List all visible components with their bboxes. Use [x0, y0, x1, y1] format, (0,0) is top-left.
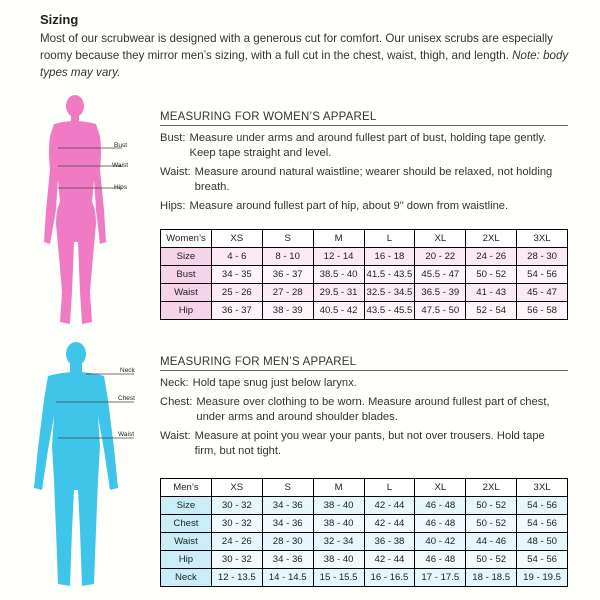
table-cell: 36 - 38 — [364, 533, 415, 551]
table-row — [161, 569, 568, 587]
table-header-cell: S — [262, 479, 313, 497]
table-cell: 34 - 35 — [211, 266, 262, 284]
table-cell: 36 - 37 — [211, 302, 262, 320]
table-header-row — [161, 230, 568, 248]
table-cell: 43.5 - 45.5 — [364, 302, 415, 320]
table-header-cell: XL — [415, 230, 466, 248]
men-size-table — [160, 478, 568, 587]
table-header-cell: XS — [211, 230, 262, 248]
table-cell: 38.5 - 40 — [313, 266, 364, 284]
table-header-cell: M — [313, 230, 364, 248]
table-cell: 19 - 19.5 — [517, 569, 568, 587]
table-cell: 38 - 40 — [313, 515, 364, 533]
table-cell: 16 - 18 — [364, 248, 415, 266]
table-header-cell: L — [364, 479, 415, 497]
row-label: Bust — [161, 266, 212, 284]
table-header-cell: 3XL — [517, 230, 568, 248]
definition-bust: Bust: Measure under arms and around fullest part of bust, holding tape gently. Keep tape straight and level. — [160, 132, 547, 159]
table-cell: 30 - 32 — [211, 515, 262, 533]
table-cell: 38 - 40 — [313, 497, 364, 515]
table-header-cell: Women’s — [161, 230, 212, 248]
table-header-cell: L — [364, 230, 415, 248]
table-cell: 44 - 46 — [466, 533, 517, 551]
men-figure — [34, 340, 140, 592]
table-cell: 32 - 34 — [313, 533, 364, 551]
definition-chest: Chest: Measure over clothing to be worn. Measure around fullest part of chest, under arms and around shoulder blades. — [160, 396, 550, 423]
table-cell: 30 - 32 — [211, 551, 262, 569]
table-cell: 24 - 26 — [466, 248, 517, 266]
definition-waist: Waist: Measure at point you wear your pants, but not over trousers. Hold tape firm, but not tight. — [160, 430, 545, 457]
intro-note: Note: body types may vary. — [40, 49, 569, 79]
table-cell: 18 - 18.5 — [466, 569, 517, 587]
man-silhouette-icon — [34, 340, 140, 592]
table-cell: 38 - 40 — [313, 551, 364, 569]
table-cell: 45 - 47 — [517, 284, 568, 302]
table-cell: 50 - 52 — [466, 515, 517, 533]
table-cell: 34 - 36 — [262, 551, 313, 569]
table-cell: 41 - 43 — [466, 284, 517, 302]
table-cell: 42 - 44 — [364, 497, 415, 515]
table-header-cell: Men’s — [161, 479, 212, 497]
table-cell: 54 - 56 — [517, 515, 568, 533]
table-cell: 24 - 26 — [211, 533, 262, 551]
men-heading: MEASURING FOR MEN’S APPAREL — [160, 356, 568, 371]
table-cell: 46 - 48 — [415, 551, 466, 569]
men-definitions — [160, 376, 568, 459]
table-cell: 28 - 30 — [262, 533, 313, 551]
table-cell: 54 - 56 — [517, 551, 568, 569]
table-row — [161, 302, 568, 320]
table-cell: 42 - 44 — [364, 551, 415, 569]
row-label: Hip — [161, 302, 212, 320]
row-label: Neck — [161, 569, 212, 587]
table-cell: 54 - 56 — [517, 266, 568, 284]
table-cell: 4 - 6 — [211, 248, 262, 266]
table-cell: 40.5 - 42 — [313, 302, 364, 320]
men-section — [160, 356, 568, 463]
row-label: Chest — [161, 515, 212, 533]
table-header-cell: 3XL — [517, 479, 568, 497]
table-cell: 54 - 56 — [517, 497, 568, 515]
figure-label-waist: Waist — [112, 162, 129, 169]
figure-label-chest: Chest — [118, 395, 135, 402]
table-cell: 12 - 14 — [313, 248, 364, 266]
table-row — [161, 551, 568, 569]
table-cell: 56 - 58 — [517, 302, 568, 320]
table-cell: 27 - 28 — [262, 284, 313, 302]
row-label: Waist — [161, 284, 212, 302]
table-header-cell: M — [313, 479, 364, 497]
table-cell: 14 - 14.5 — [262, 569, 313, 587]
table-row — [161, 284, 568, 302]
table-cell: 36 - 37 — [262, 266, 313, 284]
table-cell: 25 - 26 — [211, 284, 262, 302]
table-cell: 29.5 - 31 — [313, 284, 364, 302]
row-label: Size — [161, 497, 212, 515]
table-cell: 32.5 - 34.5 — [364, 284, 415, 302]
table-cell: 28 - 30 — [517, 248, 568, 266]
table-row — [161, 515, 568, 533]
figure-label-hips: Hips — [114, 184, 128, 191]
row-label: Size — [161, 248, 212, 266]
table-cell: 20 - 22 — [415, 248, 466, 266]
table-header-cell: XL — [415, 479, 466, 497]
table-row — [161, 248, 568, 266]
table-cell: 50 - 52 — [466, 497, 517, 515]
table-cell: 48 - 50 — [517, 533, 568, 551]
definition-waist: Waist: Measure around natural waistline; wearer should be relaxed, not holding breath. — [160, 166, 553, 193]
table-cell: 42 - 44 — [364, 515, 415, 533]
definition-hips: Hips: Measure around fullest part of hip, about 9" down from waistline. — [160, 200, 509, 212]
table-cell: 34 - 36 — [262, 497, 313, 515]
figure-label-bust: Bust — [114, 142, 128, 149]
table-cell: 15 - 15.5 — [313, 569, 364, 587]
table-cell: 50 - 52 — [466, 266, 517, 284]
table-header-cell: XS — [211, 479, 262, 497]
definition-neck: Neck: Hold tape snug just below larynx. — [160, 377, 357, 389]
table-row — [161, 266, 568, 284]
table-cell: 30 - 32 — [211, 497, 262, 515]
table-cell: 50 - 52 — [466, 551, 517, 569]
table-cell: 17 - 17.5 — [415, 569, 466, 587]
row-label: Waist — [161, 533, 212, 551]
women-figure — [36, 92, 132, 332]
table-cell: 34 - 36 — [262, 515, 313, 533]
figure-label-waist: Waist — [118, 431, 135, 438]
table-header-row — [161, 479, 568, 497]
figure-label-neck: Neck — [120, 367, 135, 374]
table-cell: 41.5 - 43.5 — [364, 266, 415, 284]
woman-silhouette-icon — [36, 92, 132, 332]
table-row — [161, 533, 568, 551]
table-cell: 45.5 - 47 — [415, 266, 466, 284]
table-cell: 12 - 13.5 — [211, 569, 262, 587]
intro-section — [40, 12, 580, 81]
table-cell: 36.5 - 39 — [415, 284, 466, 302]
page-title: Sizing — [40, 12, 79, 27]
table-row — [161, 497, 568, 515]
table-header-cell: 2XL — [466, 230, 517, 248]
table-cell: 40 - 42 — [415, 533, 466, 551]
table-cell: 16 - 16.5 — [364, 569, 415, 587]
table-cell: 52 - 54 — [466, 302, 517, 320]
table-cell: 38 - 39 — [262, 302, 313, 320]
table-cell: 8 - 10 — [262, 248, 313, 266]
intro-text: Most of our scrubwear is designed with a generous cut for comfort. Our unisex scrubs are especially roomy because they mirror men’s sizing, with a full cut in the chest, waist, thigh, and length. Note: body types may vary. — [40, 32, 569, 79]
table-cell: 47.5 - 50 — [415, 302, 466, 320]
table-cell: 46 - 48 — [415, 497, 466, 515]
women-section — [160, 111, 568, 218]
row-label: Hip — [161, 551, 212, 569]
women-size-table — [160, 229, 568, 320]
women-definitions — [160, 131, 568, 214]
table-cell: 46 - 48 — [415, 515, 466, 533]
table-header-cell: 2XL — [466, 479, 517, 497]
table-header-cell: S — [262, 230, 313, 248]
women-heading: MEASURING FOR WOMEN’S APPAREL — [160, 111, 568, 126]
